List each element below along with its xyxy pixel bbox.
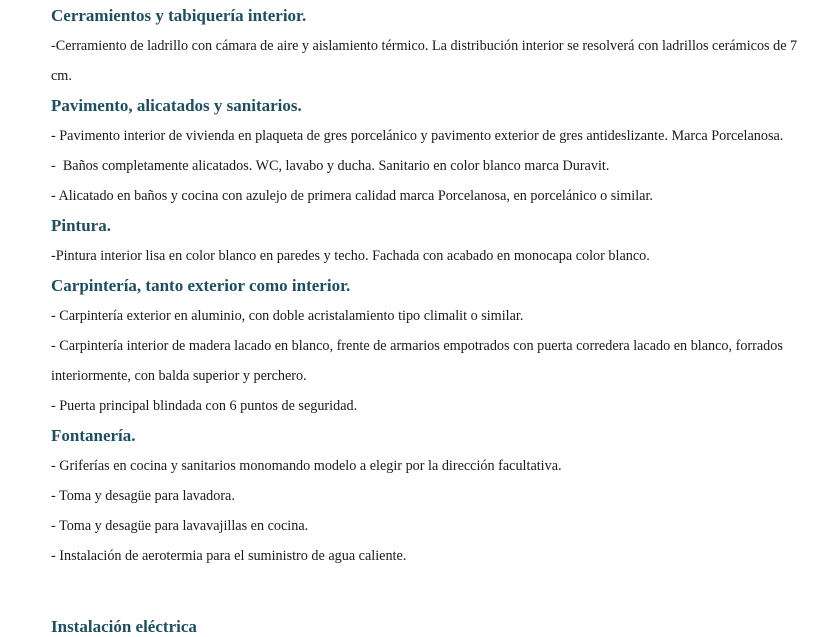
section-pintura — [51, 211, 811, 271]
section-heading: Pintura. — [51, 216, 111, 235]
paragraph: - Instalación de aerotermia para el suministro de agua caliente. — [51, 548, 407, 564]
section-heading: Pavimento, alicatados y sanitarios. — [51, 96, 302, 115]
section-cerramientos — [51, 0, 811, 91]
paragraph: - Toma y desagüe para lavadora. — [51, 488, 235, 504]
section-heading: Carpintería, tanto exterior como interior. — [51, 276, 351, 295]
paragraph: - Griferías en cocina y sanitarios monomando modelo a elegir por la dirección facultativa. — [51, 458, 562, 474]
section-fontaneria — [51, 421, 811, 571]
paragraph: - Carpintería interior de madera lacado en blanco, frente de armarios empotrados con puerta corredera lacado en blanco, forrados interiormente, con balda superior y perchero. — [51, 338, 783, 384]
section-heading: Fontanería. — [51, 426, 136, 445]
section-pavimento — [51, 91, 811, 211]
paragraph: - Alicatado en baños y cocina con azulejo de primera calidad marca Porcelanosa, en porcelánico o similar. — [51, 188, 653, 204]
paragraph: - Pavimento interior de vivienda en plaqueta de gres porcelánico y pavimento exterior de gres antideslizante. Marca Porcelanosa. — [51, 128, 784, 144]
paragraph: - Puerta principal blindada con 6 puntos de seguridad. — [51, 398, 358, 414]
paragraph: - Baños completamente alicatados. WC, lavabo y ducha. Sanitario en color blanco marca Duravit. — [51, 158, 610, 174]
section-heading-cut: Instalación eléctrica — [51, 617, 197, 636]
section-carpinteria — [51, 271, 811, 421]
paragraph: -Cerramiento de ladrillo con cámara de aire y aislamiento térmico. La distribución interior se resolverá con ladrillos cerámicos de 7 cm. — [51, 38, 798, 84]
document-page — [51, 0, 811, 636]
paragraph: - Toma y desagüe para lavavajillas en cocina. — [51, 518, 309, 534]
paragraph: -Pintura interior lisa en color blanco en paredes y techo. Fachada con acabado en monocapa color blanco. — [51, 248, 650, 264]
paragraph: - Carpintería exterior en aluminio, con doble acristalamiento tipo climalit o similar. — [51, 308, 524, 324]
section-heading: Cerramientos y tabiquería interior. — [51, 6, 307, 25]
